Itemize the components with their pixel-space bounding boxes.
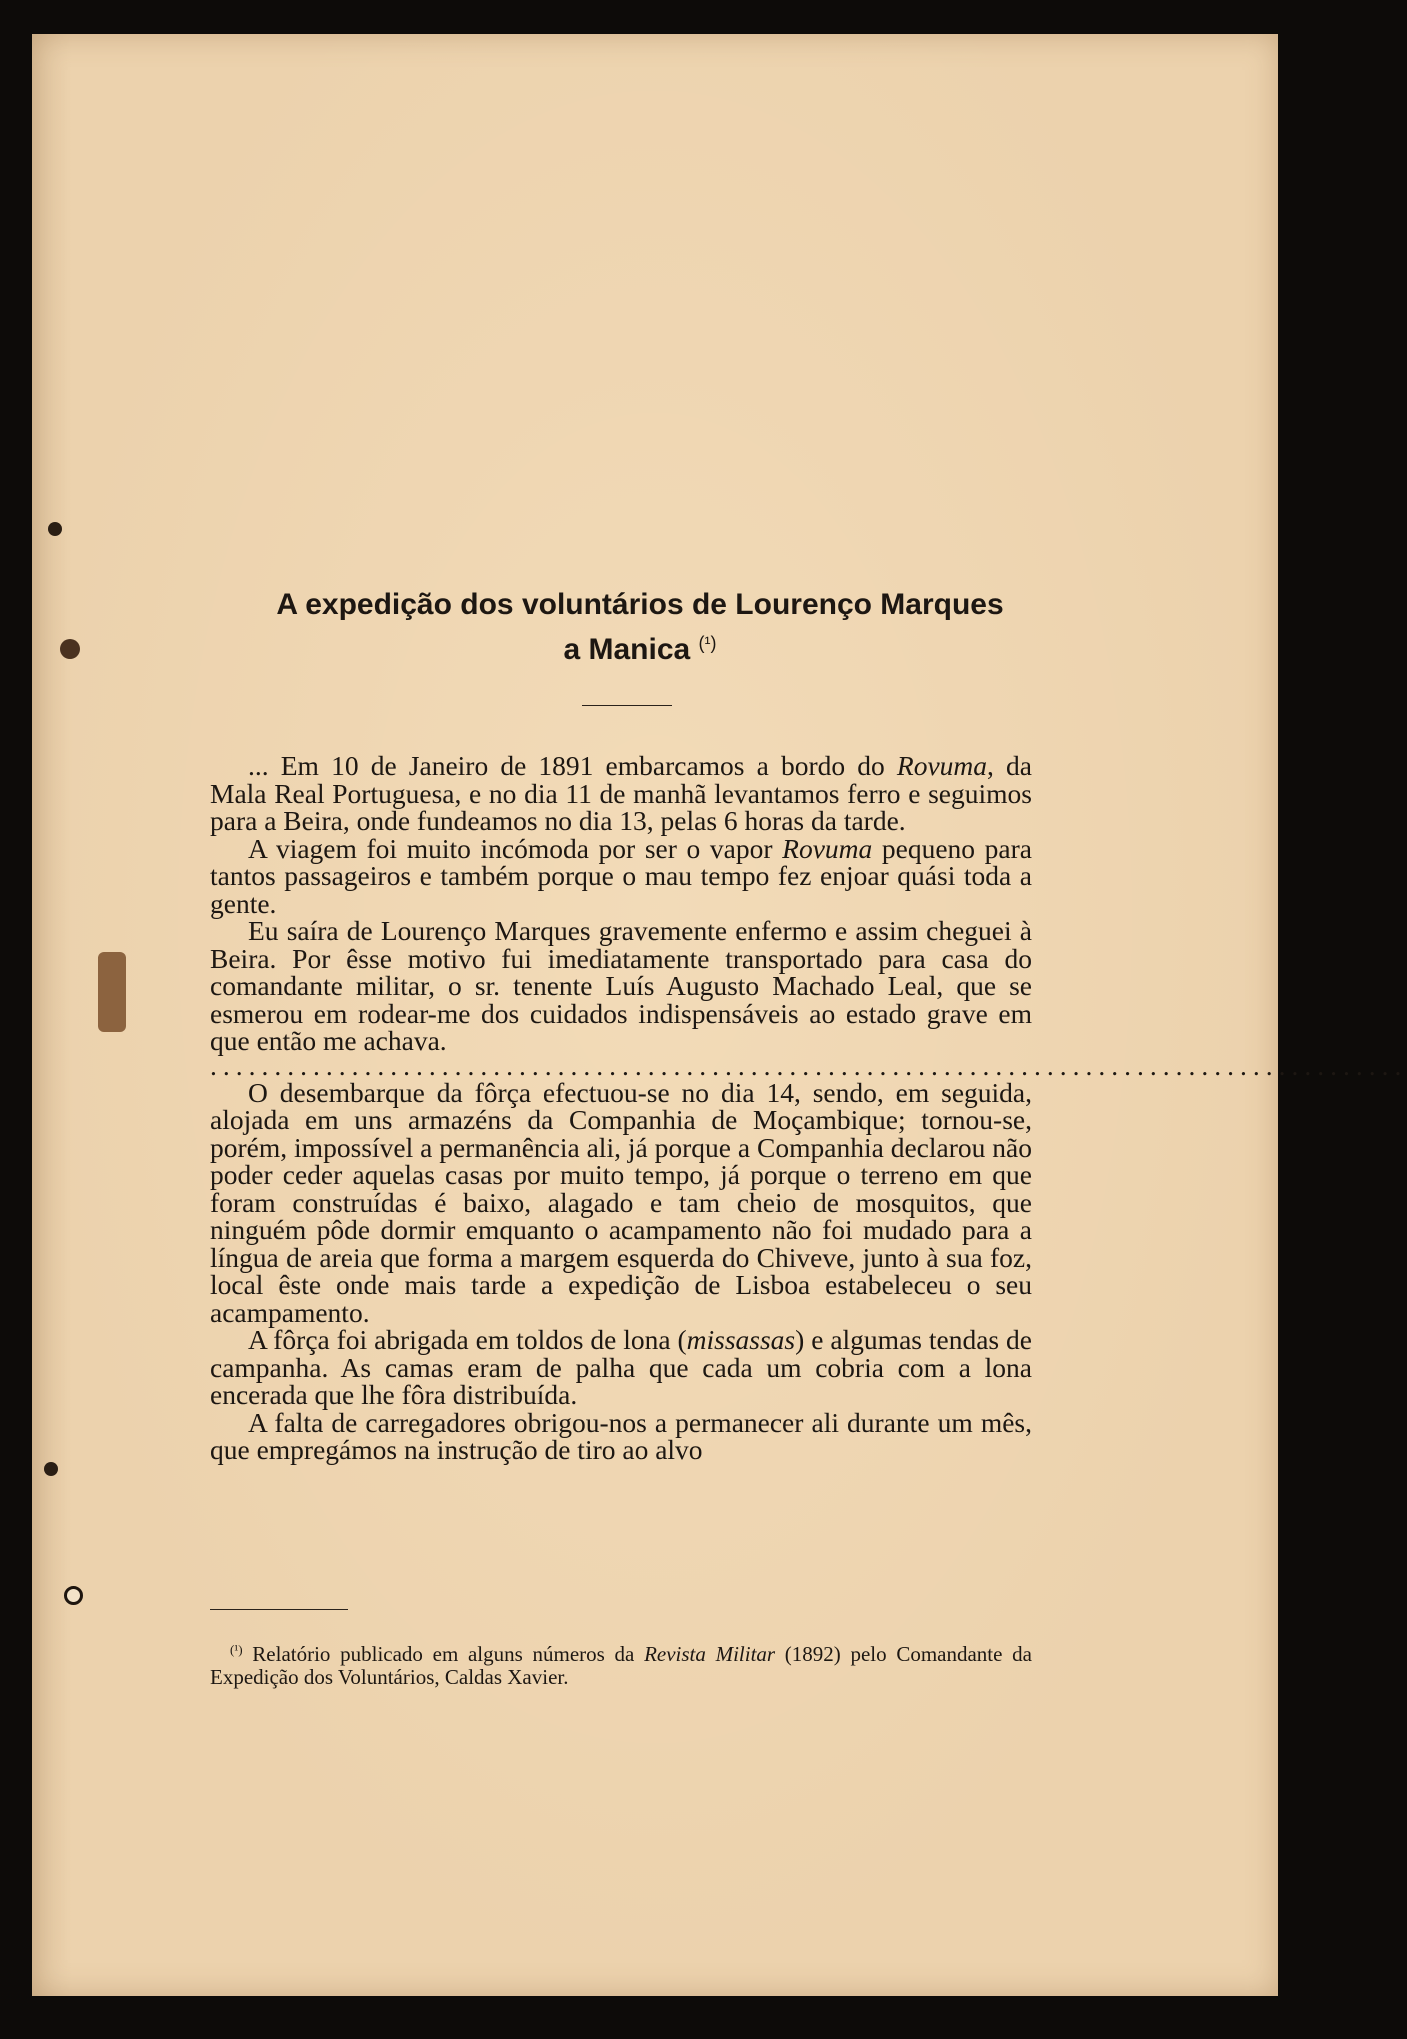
footnote-divider — [210, 1609, 348, 1610]
page-title — [200, 585, 1080, 669]
paper-stain — [98, 952, 126, 1032]
paragraph-1: ... Em 10 de Janeiro de 1891 embarcamos a bordo do Rovuma, da Mala Real Portuguesa, e no dia 11 de manhã levantamos ferro e seguimos para a Beira, onde fundeamos no dia 13, pelas 6 horas da tarde. — [210, 750, 1032, 836]
paragraph-2: A viagem foi muito incómoda por ser o vapor Rovuma pequeno para tantos passageiros e também porque o mau tempo fez enjoar quási toda a gente. — [210, 832, 1032, 919]
binding-hole — [60, 639, 80, 659]
title-line-1: A expedição dos voluntários de Lourenço Marques — [276, 588, 1004, 621]
footnote-mark: (¹) — [230, 1642, 243, 1657]
paragraph-4: O desembarque da fôrça efectuou-se no dia 14, sendo, em seguida, alojada em uns armazéns da Companhia de Moçambique; tornou-se, porém, impossível a permanência ali, já porque a Companhia declarou não poder ceder aquelas casas por muito tempo, já porque o terreno em que foram construídas é baixo, alagado e tam cheio de mosquitos, que ninguém pôde dormir emquanto o acampamento não foi mudado para a língua de areia que forma a margem esquerda do Chiveve, junto à sua foz, local êste onde mais tarde a expedição de Lisboa estabeleceu o seu acampamento. — [210, 1076, 1032, 1328]
binding-hole — [64, 1586, 83, 1605]
title-line-2: a Manica $^{(^1)}$ — [563, 632, 717, 666]
dotted-separator: ............................................................................................. — [210, 1049, 1407, 1081]
title-footnote-mark: (¹) — [698, 633, 717, 653]
body-text — [210, 750, 1407, 1465]
paragraph-6: A falta de carregadores obrigou-nos a permanecer ali durante um mês, que empregámos na instrução de tiro ao alvo — [210, 1406, 1032, 1465]
footnote: $^{(^1)}$ Relatório publicado em alguns números da Revista Militar (1892) pelo Comandante da Expedição dos Voluntários, Caldas Xavier. — [210, 1642, 1032, 1690]
paragraph-5: A fôrça foi abrigada em toldos de lona (missassas) e algumas tendas de campanha. As camas eram de palha que cada um cobria com a lona encerada que lhe fôra distribuída. — [210, 1324, 1033, 1410]
binding-hole — [44, 1462, 58, 1476]
binding-hole — [48, 522, 62, 536]
paragraph-3: Eu saíra de Lourenço Marques gravemente enfermo e assim cheguei à Beira. Por êsse motivo fui imediatamente transportado para casa do comandante militar, o sr. tenente Luís Augusto Machado Leal, que se esmerou em rodear-me dos cuidados indispensáveis ao estado grave em que então me achava. — [210, 915, 1032, 1056]
title-divider — [582, 705, 672, 706]
